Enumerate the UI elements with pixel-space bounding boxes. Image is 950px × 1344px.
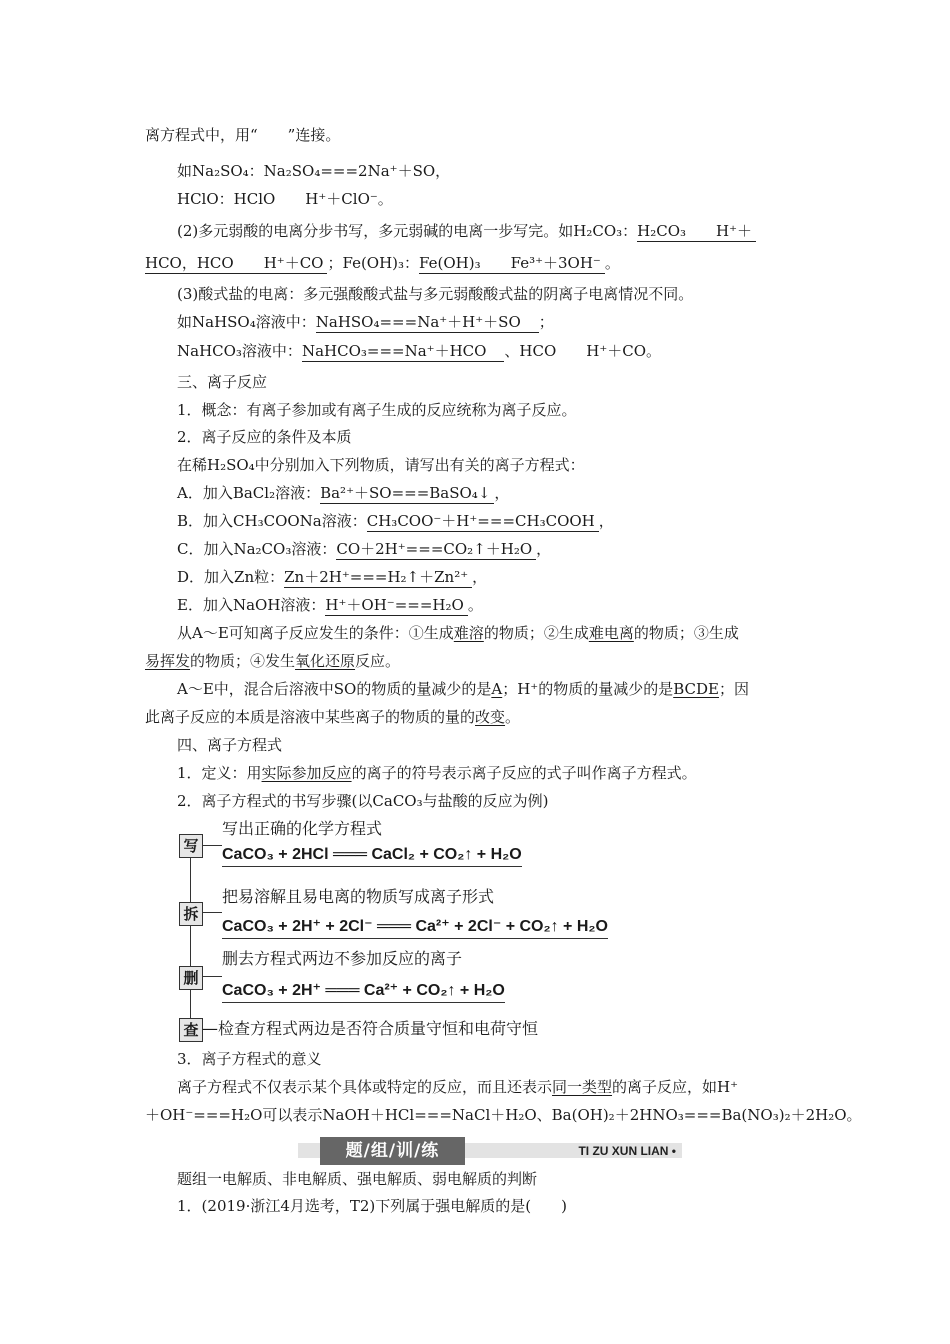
answer-blank: CH₃COO⁻＋H⁺===CH₃COOH: [367, 512, 599, 532]
text-line: 2．离子方程式的书写步骤(以CaCO₃与盐酸的反应为例): [177, 792, 549, 810]
text-line: E．加入NaOH溶液：H⁺＋OH⁻===H₂O 。: [177, 596, 483, 614]
step-check-box: 查: [179, 1018, 203, 1042]
step-split-text: 把易溶解且易电离的物质写成离子形式: [222, 887, 495, 906]
text-line: 如NaHSO₄溶液中：NaHSO₄===Na⁺＋H⁺＋SO ；: [177, 313, 554, 331]
answer-underline: 实际参加反应: [261, 764, 352, 782]
question-line: 1．(2019·浙江4月选考，T2)下列属于强电解质的是( ): [177, 1197, 567, 1215]
answer-underline: BCDE: [673, 680, 719, 698]
step-check-text: —检查方程式两边是否符合质量守恒和电荷守恒: [202, 1019, 539, 1038]
text-line: HCO，HCO H⁺＋CO ；Fe(OH)₃：Fe(OH)₃ Fe³⁺＋3OH⁻ 。: [145, 254, 620, 272]
text-line: C．加入Na₂CO₃溶液：CO＋2H⁺===CO₂↑＋H₂O ，: [177, 540, 552, 558]
answer-blank: Ba²⁺＋SO===BaSO₄↓: [320, 484, 494, 504]
text-line: B．加入CH₃COONa溶液：CH₃COO⁻＋H⁺===CH₃COOH ，: [177, 512, 614, 530]
answer-underline: 改变: [475, 708, 506, 726]
step-write-text: 写出正确的化学方程式: [222, 819, 383, 838]
flow-connector: [202, 976, 222, 977]
text-line: 题组一电解质、非电解质、强电解质、弱电解质的判断: [177, 1170, 538, 1188]
answer-underline: 氧化还原: [295, 652, 356, 670]
text-line: 3．离子方程式的意义: [177, 1050, 322, 1068]
text-line: 离子方程式不仅表示某个具体或特定的反应，而且还表示同一类型的离子反应，如H⁺: [177, 1078, 739, 1096]
flow-connector: [190, 858, 191, 902]
text-line: 易挥发的物质；④发生氧化还原反应。: [145, 652, 401, 670]
step-delete-box: 删: [179, 966, 203, 990]
section-heading: 三、离子反应: [177, 373, 268, 391]
flow-connector: [202, 912, 222, 913]
text-line: (3)酸式盐的电离：多元强酸酸式盐与多元弱酸酸式盐的阴离子电离情况不同。: [177, 285, 694, 303]
answer-blank: CO＋2H⁺===CO₂↑＋H₂O: [336, 540, 536, 560]
text-line: A～E中，混合后溶液中SO的物质的量减少的是A；H⁺的物质的量减少的是BCDE；因: [177, 680, 749, 698]
text-line: 此离子反应的本质是溶液中某些离子的物质的量的改变。: [145, 708, 521, 726]
text-line: D．加入Zn粒：Zn＋2H⁺===H₂↑＋Zn²⁺ ，: [177, 568, 488, 586]
flow-connector: [190, 990, 191, 1018]
flow-connector: [190, 926, 191, 968]
section-heading: 四、离子方程式: [177, 736, 283, 754]
answer-blank: H₂CO₃ H⁺＋: [637, 222, 756, 242]
step-delete-equation: CaCO₃ + 2H⁺ ═══ Ca²⁺ + CO₂↑ + H₂O: [222, 980, 505, 1003]
text-line: 1．概念：有离子参加或有离子生成的反应统称为离子反应。: [177, 401, 577, 419]
answer-underline: 难溶: [453, 624, 484, 642]
banner-subtitle: TI ZU XUN LIAN •: [578, 1144, 676, 1158]
answer-blank: H⁺＋OH⁻===H₂O: [325, 596, 467, 616]
answer-underline: 难电离: [588, 624, 634, 642]
answer-blank: NaHSO₄===Na⁺＋H⁺＋SO: [316, 313, 539, 333]
answer-blank: Zn＋2H⁺===H₂↑＋Zn²⁺: [284, 568, 472, 588]
banner-title: 题/组/训/练: [320, 1137, 465, 1165]
text-line: 离方程式中，用“ ”连接。: [145, 126, 341, 144]
step-split-box: 拆: [179, 902, 203, 926]
answer-underline: 同一类型: [552, 1078, 613, 1096]
step-split-equation: CaCO₃ + 2H⁺ + 2Cl⁻ ═══ Ca²⁺ + 2Cl⁻ + CO₂↑ + H₂O: [222, 916, 608, 939]
text-line: 2．离子反应的条件及本质: [177, 428, 352, 446]
section-banner: [298, 1137, 682, 1165]
step-write-box: 写: [179, 834, 203, 858]
step-write-equation: CaCO₃ + 2HCl ═══ CaCl₂ + CO₂↑ + H₂O: [222, 846, 522, 867]
text-line: A．加入BaCl₂溶液：Ba²⁺＋SO===BaSO₄↓ ，: [177, 484, 510, 502]
flow-connector: [202, 845, 222, 846]
text-line: 在稀H₂SO₄中分别加入下列物质，请写出有关的离子方程式：: [177, 456, 585, 474]
text-line: NaHCO₃溶液中：NaHCO₃===Na⁺＋HCO 、HCO H⁺＋CO。: [177, 342, 662, 360]
answer-blank: NaHCO₃===Na⁺＋HCO: [302, 342, 504, 362]
answer-underline: 易挥发: [145, 652, 191, 670]
text-line: 从A～E可知离子反应发生的条件：①生成难溶的物质；②生成难电离的物质；③生成: [177, 624, 739, 642]
step-delete-text: 删去方程式两边不参加反应的离子: [222, 949, 463, 968]
text-line: (2)多元弱酸的电离分步书写，多元弱碱的电离一步写完。如H₂CO₃：H₂CO₃ H⁺＋: [177, 220, 756, 242]
text-line: HClO：HClO H⁺＋ClO⁻。: [177, 190, 393, 208]
answer-blank: HCO，HCO H⁺＋CO: [145, 254, 327, 274]
text-line: ＋OH⁻===H₂O可以表示NaOH＋HCl===NaCl＋H₂O、Ba(OH)₂＋2HNO₃===Ba(NO₃)₂＋2H₂O。: [145, 1106, 862, 1124]
text-line: 如Na₂SO₄：Na₂SO₄===2Na⁺＋SO，: [177, 162, 451, 180]
text-line: 1．定义：用实际参加反应的离子的符号表示离子反应的式子叫作离子方程式。: [177, 764, 697, 782]
answer-blank: Fe(OH)₃ Fe³⁺＋3OH⁻: [419, 254, 605, 274]
answer-underline: A: [491, 680, 503, 698]
